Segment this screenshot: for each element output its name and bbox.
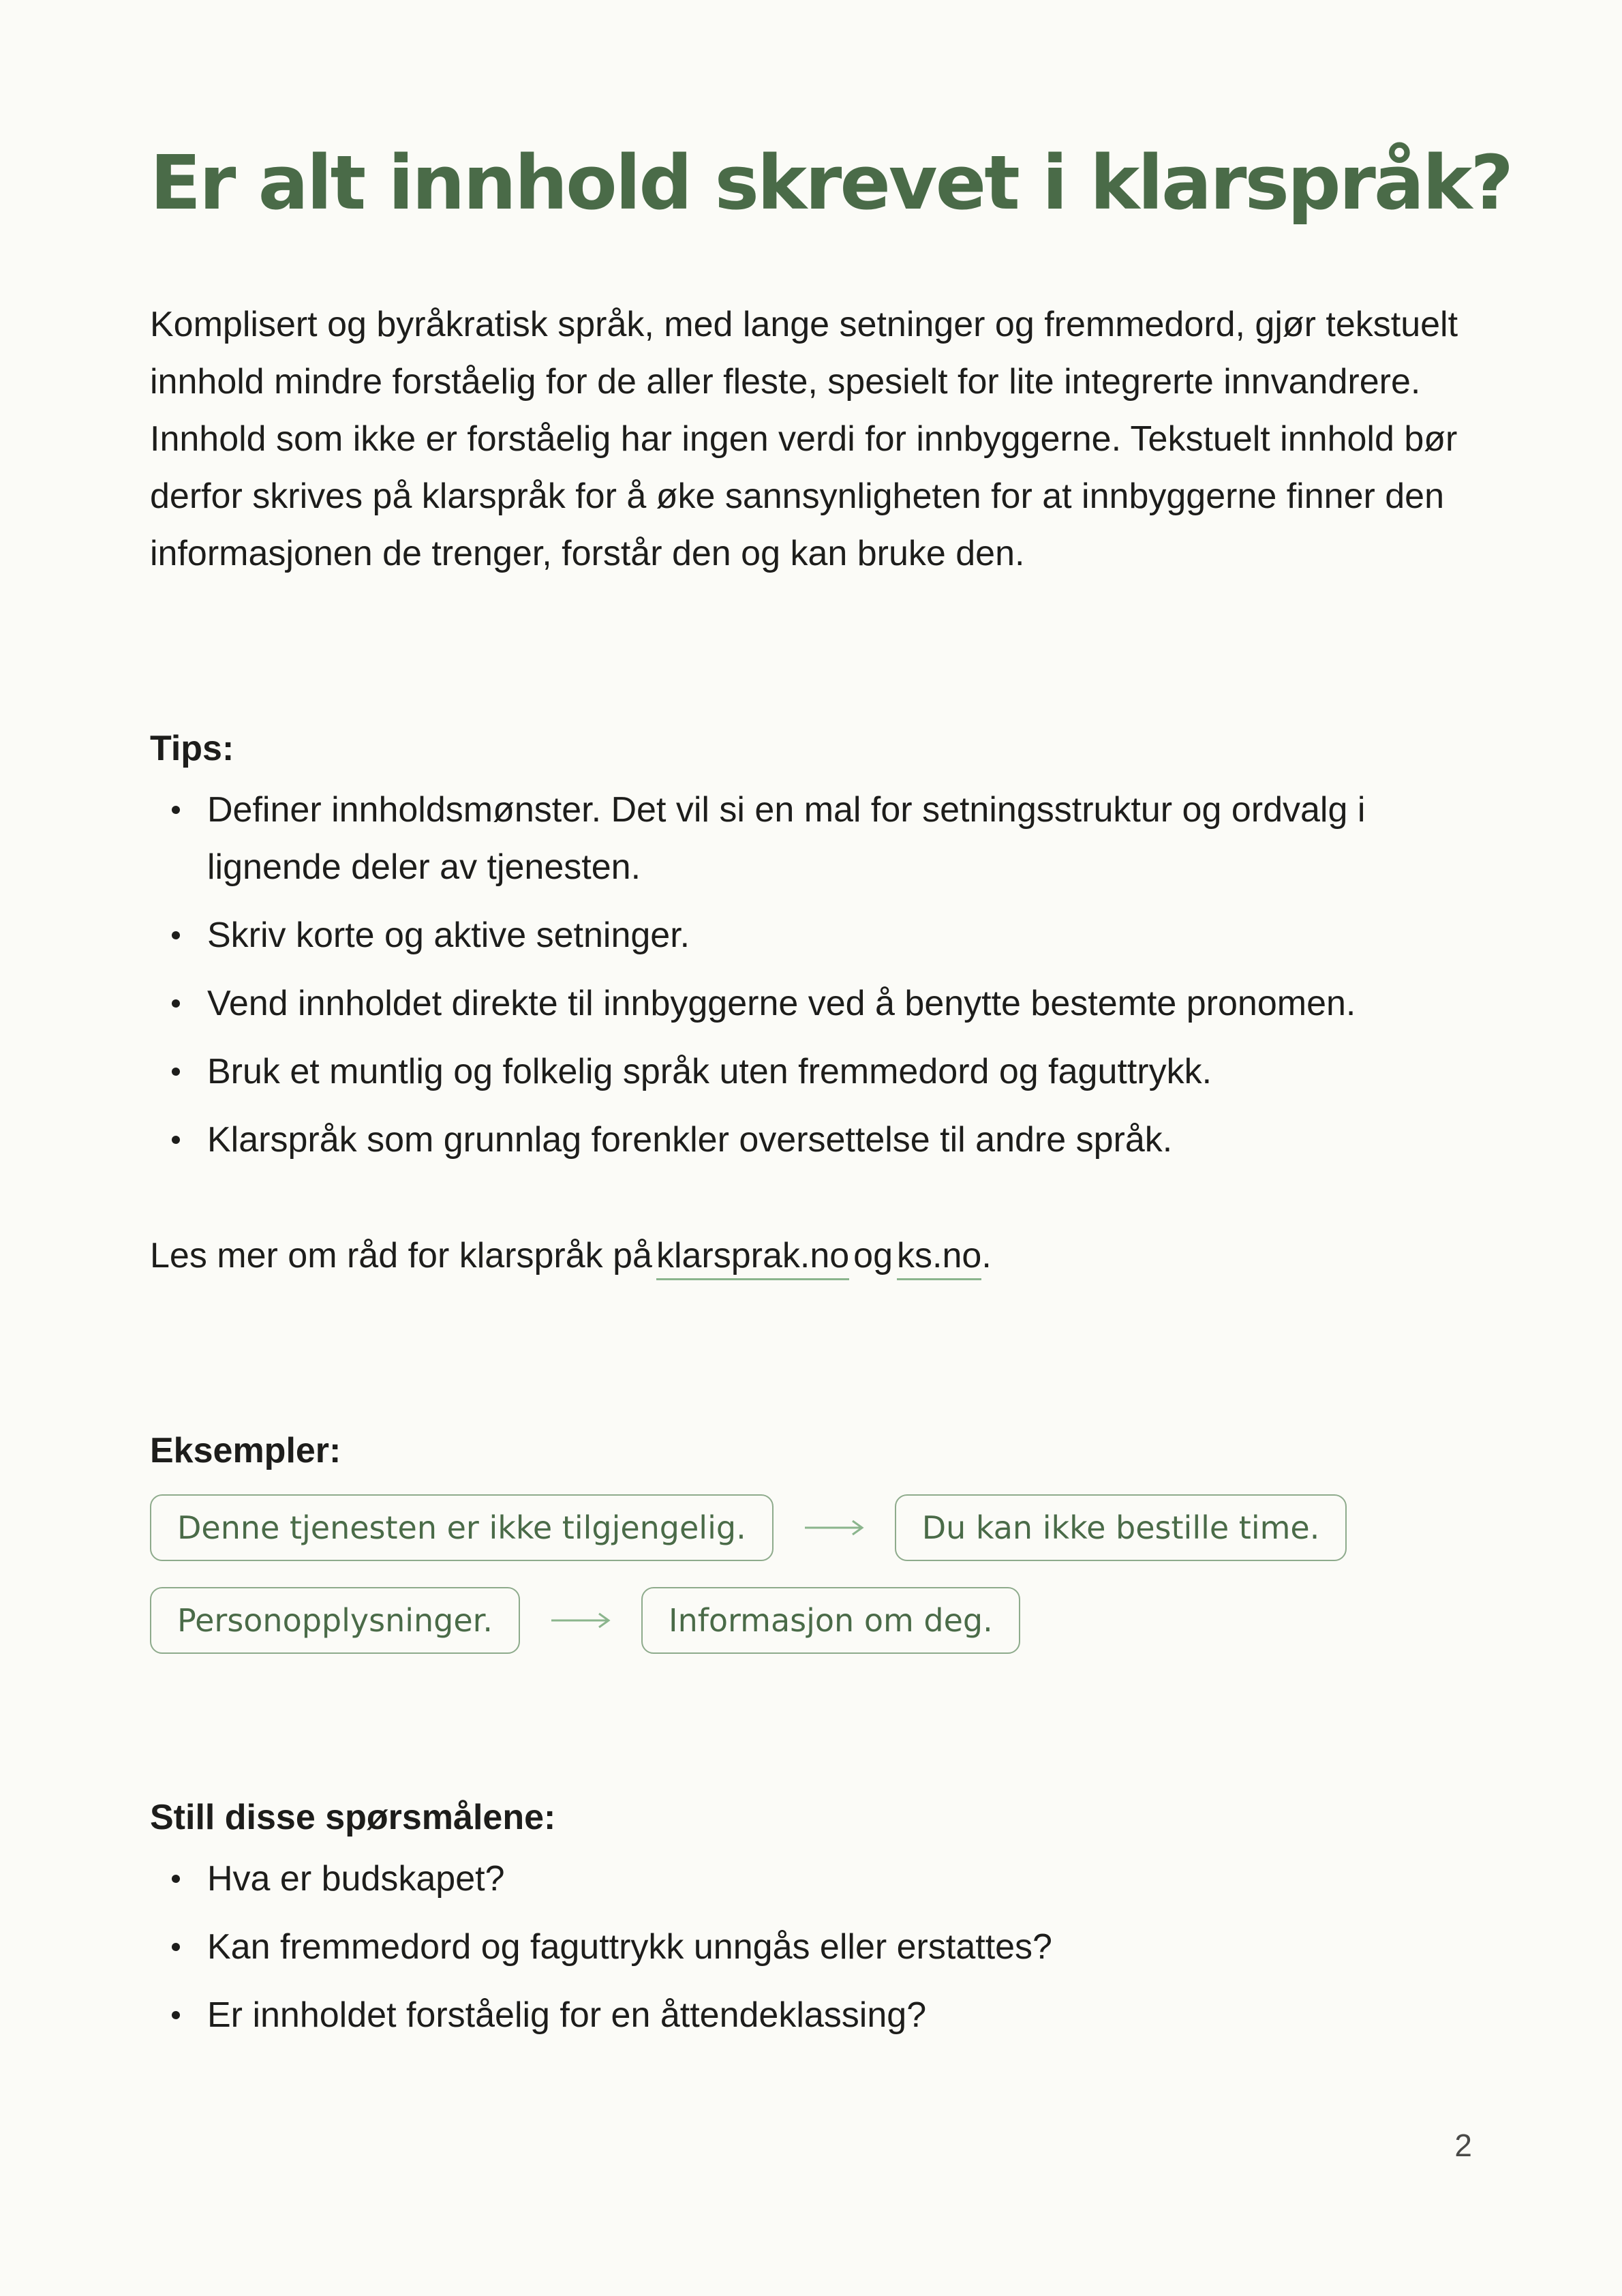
klarsprak-link[interactable]: klarsprak.no	[656, 1236, 849, 1280]
example-pair	[150, 1587, 1020, 1654]
tips-item: Definer innholdsmønster. Det vil si en mal for setningsstruktur og ordvalg i lignende deler av tjenesten.	[150, 781, 1472, 896]
read-more-line	[150, 1227, 992, 1284]
question-item: Er innholdet forståelig for en åttendeklassing?	[150, 1987, 1472, 2044]
read-more-suffix: .	[981, 1236, 992, 1275]
examples-heading: Eksempler:	[150, 1431, 341, 1470]
tips-item: Klarspråk som grunnlag forenkler oversettelse til andre språk.	[150, 1111, 1472, 1168]
tips-list	[150, 781, 1472, 1179]
read-more-prefix: Les mer om råd for klarspråk på	[150, 1236, 652, 1275]
example-before-chip: Personopplysninger.	[150, 1587, 520, 1654]
tips-heading: Tips:	[150, 729, 234, 768]
tips-item: Skriv korte og aktive setninger.	[150, 907, 1472, 964]
page-title: Er alt innhold skrevet i klarspråk?	[150, 139, 1512, 226]
example-after-chip: Du kan ikke bestille time.	[895, 1494, 1347, 1561]
arrow-right-icon	[804, 1517, 865, 1538]
example-pair	[150, 1494, 1347, 1561]
page-number: 2	[1454, 2128, 1472, 2163]
question-item: Hva er budskapet?	[150, 1850, 1472, 1907]
example-before-chip: Denne tjenesten er ikke tilgjengelig.	[150, 1494, 774, 1561]
ks-link[interactable]: ks.no	[897, 1236, 981, 1280]
read-more-middle: og	[853, 1236, 893, 1275]
tips-item: Bruk et muntlig og folkelig språk uten fremmedord og faguttrykk.	[150, 1043, 1472, 1100]
example-after-chip: Informasjon om deg.	[641, 1587, 1020, 1654]
intro-paragraph: Komplisert og byråkratisk språk, med lange setninger og fremmedord, gjør tekstuelt innhold mindre forståelig for de aller fleste, spesielt for lite integrerte innvandrere. Innhold som ikke er forståelig har ingen verdi for innbyggerne. Tekstuelt innhold bør derfor skrives på klarspråk for å øke sannsynligheten for at innbyggerne finner den informasjonen de trenger, forstår den og kan bruke den.	[150, 305, 1458, 573]
tips-item: Vend innholdet direkte til innbyggerne ved å benytte bestemte pronomen.	[150, 975, 1472, 1032]
arrow-right-icon	[550, 1610, 611, 1631]
question-item: Kan fremmedord og faguttrykk unngås eller erstattes?	[150, 1918, 1472, 1976]
questions-heading: Still disse spørsmålene:	[150, 1798, 556, 1837]
questions-list	[150, 1850, 1472, 2055]
